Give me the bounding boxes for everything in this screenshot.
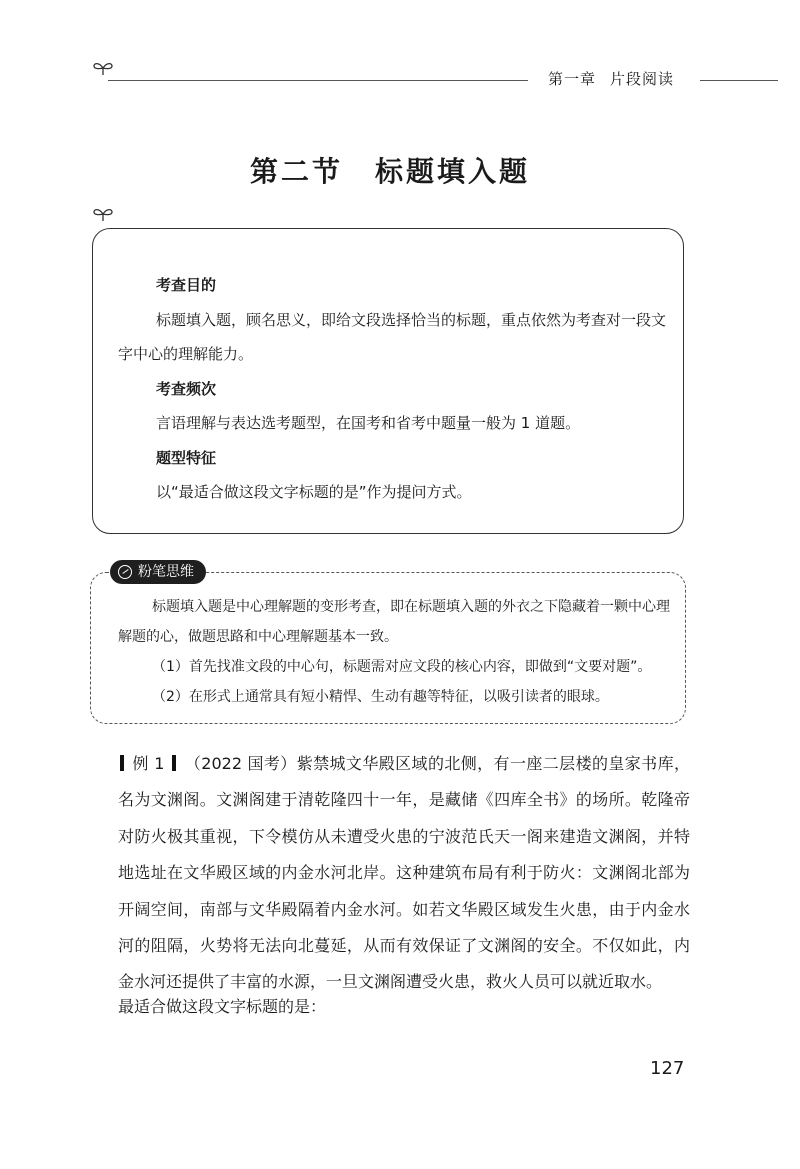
header-rule-left — [108, 80, 528, 81]
exam-info-content — [118, 268, 678, 510]
example-text: 紫禁城文华殿区域的北侧，有一座二层楼的皇家书库，名为文渊阁。文渊阁建于清乾隆四十一年，是藏储《四库全书》的场所。乾隆帝对防火极其重视，下令模仿从未遭受火患的宁波范氏天一阁来建造文渊阁，并特地选址在文华殿区域的内金水河北岸。这种建筑布局有利于防火：文渊阁北部为开阔空间，南部与文华殿隔着内金水河。如若文华殿区域发生火患，由于内金水河的阻隔，火势将无法向北蔓延，从而有效保证了文渊阁的安全。不仅如此，内金水河还提供了丰富的水源，一旦文渊阁遭受火患，救火人员可以就近取水。 — [118, 754, 690, 992]
example-label: 例 1 — [132, 754, 165, 773]
sprout-icon — [92, 206, 114, 222]
chapter-title: 片段阅读 — [610, 70, 675, 88]
label-bar — [172, 755, 176, 771]
tips-point-2: （2）在形式上通常具有短小精悍、生动有趣等特征，以吸引读者的眼球。 — [152, 689, 609, 705]
frequency-text: 言语理解与表达选考题型，在国考和省考中题量一般为 1 道题。 — [156, 414, 581, 432]
section-title — [0, 150, 780, 190]
tips-point-1: （1）首先找准文段的中心句，标题需对应文段的核心内容，即做到“文要对题”。 — [152, 659, 652, 675]
page-number: 127 — [650, 1058, 685, 1079]
sprout-icon — [92, 60, 114, 76]
running-header — [548, 68, 688, 89]
purpose-heading: 考查目的 — [156, 276, 217, 294]
label-bar — [120, 755, 124, 771]
features-heading: 题型特征 — [156, 448, 217, 467]
tips-badge — [110, 560, 206, 584]
chapter-number: 第一章 — [548, 70, 597, 88]
purpose-text: 标题填入题，顾名思义，即给文段选择恰当的标题，重点依然为考查对一段文字中心的理解能力。 — [118, 310, 667, 363]
frequency-heading: 考查频次 — [156, 379, 217, 398]
features-text: 以“最适合做这段文字标题的是”作为提问方式。 — [156, 483, 472, 501]
tips-content — [118, 592, 678, 712]
pen-icon — [118, 565, 132, 579]
example-question: 最适合做这段文字标题的是： — [118, 997, 327, 1016]
tips-badge-label: 粉笔思维 — [138, 564, 194, 580]
section-name: 标题填入题 — [375, 155, 531, 188]
example-source: （2022 国考） — [184, 754, 297, 773]
section-number: 第二节 — [249, 155, 343, 188]
example-passage — [118, 746, 690, 1001]
tips-intro: 标题填入题是中心理解题的变形考查，即在标题填入题的外衣之下隐藏着一颗中心理解题的心，做题思路和中心理解题基本一致。 — [118, 599, 670, 645]
header-rule-right — [700, 80, 778, 81]
